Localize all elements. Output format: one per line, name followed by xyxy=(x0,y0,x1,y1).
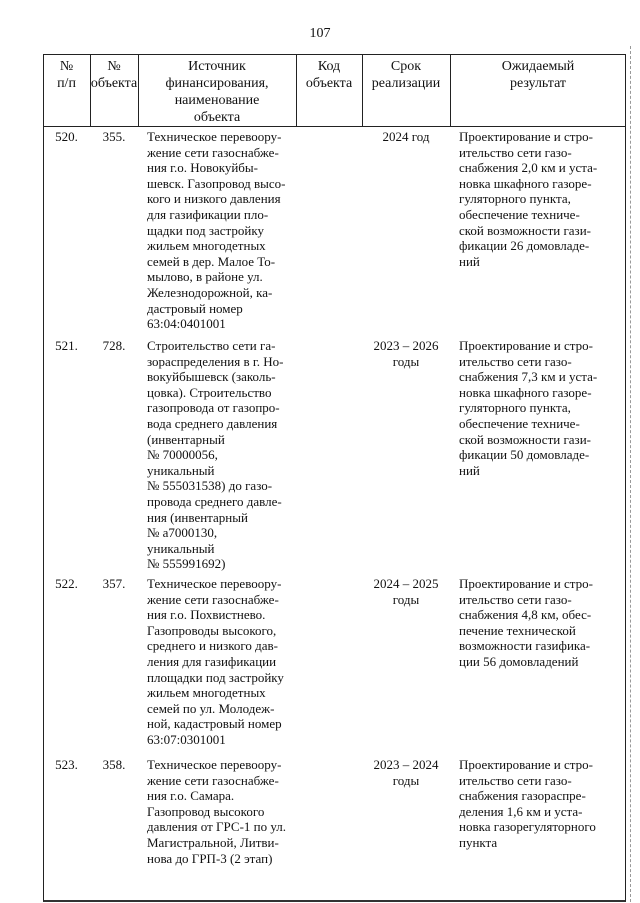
row-522-source-line: Газопроводы высокого, xyxy=(147,622,277,638)
row-520-term xyxy=(362,129,450,145)
row-520-result-line: ской возможности гази- xyxy=(459,222,591,238)
header-source-line1: Источник xyxy=(188,59,246,74)
row-522-source-line: среднего и низкого дав- xyxy=(147,638,278,654)
row-522-pp: 522. xyxy=(55,576,78,591)
row-523-result xyxy=(459,757,623,851)
row-520-result-line: ительство сети газо- xyxy=(459,144,572,160)
header-term xyxy=(362,58,450,92)
header-object-number-line2: объекта xyxy=(90,76,138,91)
header-result-line1: Ожидаемый xyxy=(501,59,575,74)
row-520-source-line: кого и низкого давления xyxy=(147,191,281,207)
row-521-source-line: уникальный xyxy=(147,540,215,556)
row-523-result-line: Проектирование и стро- xyxy=(459,757,593,772)
row-522-source xyxy=(147,576,293,748)
row-523-term-line: 2023 – 2024 xyxy=(373,757,439,772)
row-523-object-number: 358. xyxy=(102,757,126,772)
header-term-line2: реализации xyxy=(371,76,441,91)
row-520-term-line: 2024 год xyxy=(382,129,430,144)
row-523-term xyxy=(362,757,450,788)
row-521-result-line: гуляторного пункта, xyxy=(459,400,571,416)
row-522-result-line: снабжения 4,8 км, обес- xyxy=(459,607,592,623)
row-522-source-line: жильем многодетных xyxy=(147,685,266,701)
page-number: 107 xyxy=(309,26,331,41)
header-object-number-line1: № xyxy=(107,59,121,74)
row-522-result-line: Проектирование и стро- xyxy=(459,576,593,591)
header-source-line3: наименование xyxy=(174,93,260,108)
row-520-source-line: щадки под застройку xyxy=(147,222,264,238)
row-520-source-line: шевск. Газопровод высо- xyxy=(147,175,286,191)
row-522-source-line: 63:07:0301001 xyxy=(147,731,226,747)
row-520-source-line: семей в дер. Малое То- xyxy=(147,253,276,269)
row-521-source-line: цовка). Строительство xyxy=(147,384,272,400)
row-522-source-line: ния г.о. Похвистнево. xyxy=(147,607,266,623)
row-521-result-line: фикации 50 домовладе- xyxy=(459,447,590,463)
row-520-source-line: 63:04:0401001 xyxy=(147,316,226,332)
row-521-result-line: новка шкафного газоре- xyxy=(459,384,592,400)
row-523-source-line: Газопровод высокого xyxy=(147,803,265,819)
header-code xyxy=(296,58,362,92)
row-522-term-line: 2024 – 2025 xyxy=(373,576,439,591)
row-520-result-line: снабжения 2,0 км и уста- xyxy=(459,160,598,176)
row-520-source-line: Железнодорожной, ка- xyxy=(147,284,273,300)
row-521-result-line: ительство сети газо- xyxy=(459,353,572,369)
row-520-result-line: обеспечение техниче- xyxy=(459,206,580,222)
row-522-result-line: печение технической xyxy=(459,622,576,638)
row-520-source-line: Техническое перевоору- xyxy=(147,129,282,144)
row-521-source-line: № а7000130, xyxy=(147,525,218,541)
row-521-result xyxy=(459,338,623,478)
row-520-source-line: мылово, в районе ул. xyxy=(147,269,263,285)
header-pp xyxy=(43,58,90,92)
row-520-result-line: ний xyxy=(459,253,480,269)
row-523-source-line: жение сети газоснабже- xyxy=(147,772,279,788)
row-522-result-line: ительство сети газо- xyxy=(459,591,572,607)
row-522-source-line: ной, кадастровый номер xyxy=(147,716,282,732)
row-522-result-line: ции 56 домовладений xyxy=(459,653,579,669)
row-523-result-line: ительство сети газо- xyxy=(459,772,572,788)
header-term-line1: Срок xyxy=(390,59,422,74)
row-520-source-line: жение сети газоснабже- xyxy=(147,144,279,160)
row-521-source-line: уникальный xyxy=(147,462,215,478)
row-523-source-line: Магистральной, Литви- xyxy=(147,834,279,850)
row-521-source-line: № 555991692) xyxy=(147,556,226,572)
header-object-number xyxy=(90,58,138,92)
row-521-source-line: провода среднего давле- xyxy=(147,493,282,509)
row-521-source-line: вода среднего давления xyxy=(147,415,278,431)
row-521-source-line: ния (инвентарный xyxy=(147,509,248,525)
row-521-pp: 521. xyxy=(55,338,78,353)
row-520-result-line: новка шкафного газоре- xyxy=(459,175,592,191)
header-pp-line2: п/п xyxy=(57,76,76,91)
header-result-line2: результат xyxy=(509,76,567,91)
row-523-result-line: снабжения газораспре- xyxy=(459,788,586,804)
row-521-result-line: снабжения 7,3 км и уста- xyxy=(459,369,598,385)
row-521-source-line: газопровода от газопро- xyxy=(147,400,280,416)
row-521-result-line: обеспечение техниче- xyxy=(459,415,580,431)
row-521-source-line: № 70000056, xyxy=(147,447,218,463)
row-521-term-line: годы xyxy=(392,353,420,369)
row-521-result-line: Проектирование и стро- xyxy=(459,338,593,353)
row-522-object-number: 357. xyxy=(102,576,126,591)
row-522-term xyxy=(362,576,450,607)
row-523-pp: 523. xyxy=(55,757,78,772)
row-522-result-line: возможности газифика- xyxy=(459,638,591,654)
row-522-source-line: ления для газификации xyxy=(147,653,277,669)
row-521-source xyxy=(147,338,293,572)
row-523-source-line: давления от ГРС-1 по ул. xyxy=(147,819,287,835)
row-520-result-line: гуляторного пункта, xyxy=(459,191,571,207)
header-source xyxy=(138,58,296,126)
row-520-source-line: ния г.о. Новокуйбы- xyxy=(147,160,258,176)
row-521-result-line: ской возможности гази- xyxy=(459,431,591,447)
row-521-object-number: 728. xyxy=(102,338,126,353)
row-520-source-line: жильем многодетных xyxy=(147,238,266,254)
row-523-source-line: ния г.о. Самара. xyxy=(147,788,235,804)
row-521-term-line: 2023 – 2026 xyxy=(373,338,439,353)
row-521-term xyxy=(362,338,450,369)
row-520-pp: 520. xyxy=(55,129,78,144)
row-522-result xyxy=(459,576,623,670)
row-521-source-line: (инвентарный xyxy=(147,431,225,447)
row-523-source-line: Техническое перевоору- xyxy=(147,757,282,772)
header-result xyxy=(450,58,626,92)
header-source-line4: объекта xyxy=(193,110,241,125)
row-520-result-line: Проектирование и стро- xyxy=(459,129,593,144)
row-520-object-number: 355. xyxy=(102,129,126,144)
header-pp-line1: № xyxy=(59,59,74,74)
header-source-line2: финансирования, xyxy=(165,76,269,91)
row-523-source xyxy=(147,757,293,866)
header-code-line1: Код xyxy=(317,59,341,74)
row-522-term-line: годы xyxy=(392,591,420,607)
row-522-source-line: Техническое перевоору- xyxy=(147,576,282,591)
row-520-source-line: для газификации пло- xyxy=(147,206,269,222)
row-520-result xyxy=(459,129,623,269)
row-523-term-line: годы xyxy=(392,772,420,788)
row-522-source-line: площадки под застройку xyxy=(147,669,284,685)
row-523-result-line: пункта xyxy=(459,834,498,850)
row-521-source-line: зораспределения в г. Но- xyxy=(147,353,284,369)
row-521-result-line: ний xyxy=(459,462,480,478)
row-520-source xyxy=(147,129,293,332)
row-521-source-line: Строительство сети га- xyxy=(147,338,276,353)
row-522-source-line: жение сети газоснабже- xyxy=(147,591,279,607)
row-520-source-line: дастровый номер xyxy=(147,300,243,316)
row-523-result-line: новка газорегуляторного xyxy=(459,819,596,835)
row-523-source-line: нова до ГРП-3 (2 этап) xyxy=(147,850,273,866)
row-522-source-line: семей по ул. Молодеж- xyxy=(147,700,275,716)
row-523-result-line: деления 1,6 км и уста- xyxy=(459,803,583,819)
row-520-result-line: фикации 26 домовладе- xyxy=(459,238,590,254)
header-code-line2: объекта xyxy=(305,76,353,91)
row-521-source-line: № 555031538) до газо- xyxy=(147,478,273,494)
scan-edge-shadow xyxy=(630,46,635,902)
row-521-source-line: вокуйбышевск (заколь- xyxy=(147,369,276,385)
